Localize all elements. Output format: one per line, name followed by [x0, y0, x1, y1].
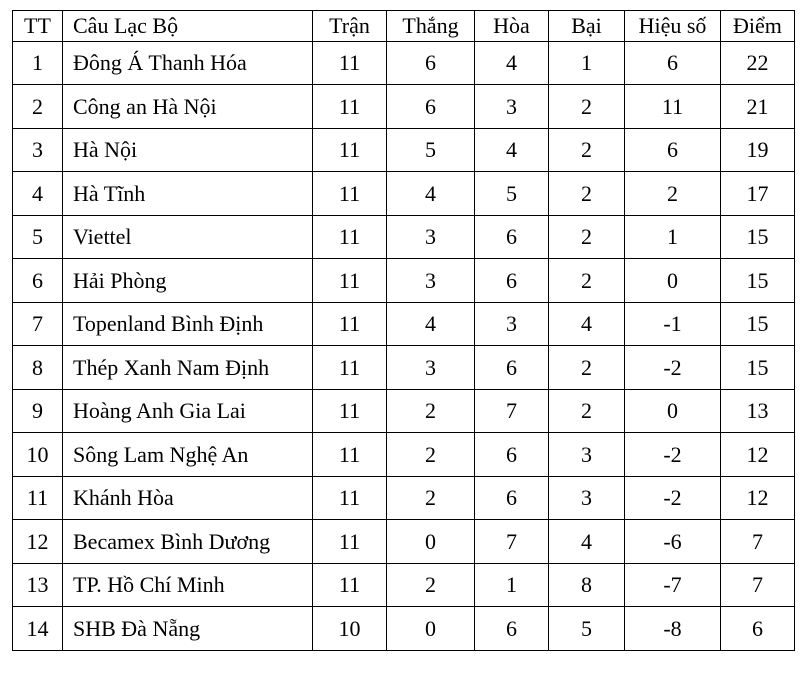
- points-cell: 21: [721, 85, 795, 129]
- draws-cell: 3: [475, 303, 549, 346]
- draws-cell: 6: [475, 607, 549, 651]
- losses-cell: 1: [549, 42, 625, 85]
- wins-cell: 3: [387, 216, 475, 259]
- goal-difference-cell: 0: [625, 390, 721, 433]
- rank-cell: 5: [13, 216, 63, 259]
- header-rank: TT: [13, 11, 63, 42]
- played-cell: 11: [313, 346, 387, 390]
- played-cell: 11: [313, 433, 387, 477]
- goal-difference-cell: -8: [625, 607, 721, 651]
- wins-cell: 6: [387, 85, 475, 129]
- table-body: [13, 42, 795, 651]
- losses-cell: 2: [549, 259, 625, 303]
- losses-cell: 2: [549, 390, 625, 433]
- points-cell: 15: [721, 259, 795, 303]
- goal-difference-cell: -1: [625, 303, 721, 346]
- rank-cell: 11: [13, 477, 63, 520]
- rank-cell: 9: [13, 390, 63, 433]
- losses-cell: 2: [549, 129, 625, 172]
- rank-cell: 13: [13, 564, 63, 607]
- points-cell: 15: [721, 216, 795, 259]
- club-cell: Hà Tĩnh: [63, 172, 313, 216]
- table-row: [13, 477, 795, 520]
- rank-cell: 12: [13, 520, 63, 564]
- club-cell: Topenland Bình Định: [63, 303, 313, 346]
- club-cell: Hoàng Anh Gia Lai: [63, 390, 313, 433]
- table-row: [13, 42, 795, 85]
- header-club: Câu Lạc Bộ: [63, 11, 313, 42]
- draws-cell: 6: [475, 477, 549, 520]
- table-row: [13, 129, 795, 172]
- goal-difference-cell: 1: [625, 216, 721, 259]
- header-wins: Thắng: [387, 11, 475, 42]
- goal-difference-cell: 2: [625, 172, 721, 216]
- goal-difference-cell: -6: [625, 520, 721, 564]
- draws-cell: 7: [475, 520, 549, 564]
- table-row: [13, 259, 795, 303]
- draws-cell: 1: [475, 564, 549, 607]
- played-cell: 11: [313, 564, 387, 607]
- table-row: [13, 433, 795, 477]
- header-row: [13, 11, 795, 42]
- points-cell: 12: [721, 433, 795, 477]
- goal-difference-cell: 11: [625, 85, 721, 129]
- played-cell: 10: [313, 607, 387, 651]
- rank-cell: 7: [13, 303, 63, 346]
- goal-difference-cell: 6: [625, 42, 721, 85]
- rank-cell: 4: [13, 172, 63, 216]
- rank-cell: 10: [13, 433, 63, 477]
- losses-cell: 4: [549, 520, 625, 564]
- table-row: [13, 303, 795, 346]
- draws-cell: 3: [475, 85, 549, 129]
- wins-cell: 2: [387, 390, 475, 433]
- points-cell: 7: [721, 564, 795, 607]
- club-cell: Viettel: [63, 216, 313, 259]
- goal-difference-cell: 0: [625, 259, 721, 303]
- played-cell: 11: [313, 520, 387, 564]
- points-cell: 7: [721, 520, 795, 564]
- wins-cell: 6: [387, 42, 475, 85]
- club-cell: Hà Nội: [63, 129, 313, 172]
- header-goal-difference: Hiệu số: [625, 11, 721, 42]
- losses-cell: 5: [549, 607, 625, 651]
- wins-cell: 5: [387, 129, 475, 172]
- played-cell: 11: [313, 477, 387, 520]
- draws-cell: 4: [475, 129, 549, 172]
- losses-cell: 2: [549, 85, 625, 129]
- club-cell: SHB Đà Nẵng: [63, 607, 313, 651]
- wins-cell: 3: [387, 346, 475, 390]
- draws-cell: 6: [475, 433, 549, 477]
- club-cell: Sông Lam Nghệ An: [63, 433, 313, 477]
- played-cell: 11: [313, 303, 387, 346]
- points-cell: 19: [721, 129, 795, 172]
- goal-difference-cell: -2: [625, 433, 721, 477]
- header-draws: Hòa: [475, 11, 549, 42]
- goal-difference-cell: -2: [625, 346, 721, 390]
- club-cell: Đông Á Thanh Hóa: [63, 42, 313, 85]
- table-row: [13, 346, 795, 390]
- played-cell: 11: [313, 42, 387, 85]
- rank-cell: 1: [13, 42, 63, 85]
- losses-cell: 2: [549, 346, 625, 390]
- club-cell: TP. Hồ Chí Minh: [63, 564, 313, 607]
- wins-cell: 3: [387, 259, 475, 303]
- standings-table: [12, 10, 795, 651]
- draws-cell: 6: [475, 259, 549, 303]
- rank-cell: 6: [13, 259, 63, 303]
- losses-cell: 8: [549, 564, 625, 607]
- header-played: Trận: [313, 11, 387, 42]
- played-cell: 11: [313, 390, 387, 433]
- header-points: Điểm: [721, 11, 795, 42]
- losses-cell: 3: [549, 433, 625, 477]
- goal-difference-cell: -7: [625, 564, 721, 607]
- table-row: [13, 564, 795, 607]
- club-cell: Công an Hà Nội: [63, 85, 313, 129]
- losses-cell: 2: [549, 216, 625, 259]
- points-cell: 6: [721, 607, 795, 651]
- wins-cell: 2: [387, 564, 475, 607]
- club-cell: Thép Xanh Nam Định: [63, 346, 313, 390]
- played-cell: 11: [313, 172, 387, 216]
- header-losses: Bại: [549, 11, 625, 42]
- points-cell: 22: [721, 42, 795, 85]
- club-cell: Becamex Bình Dương: [63, 520, 313, 564]
- rank-cell: 14: [13, 607, 63, 651]
- played-cell: 11: [313, 129, 387, 172]
- table-row: [13, 172, 795, 216]
- points-cell: 15: [721, 346, 795, 390]
- wins-cell: 2: [387, 477, 475, 520]
- goal-difference-cell: 6: [625, 129, 721, 172]
- wins-cell: 4: [387, 172, 475, 216]
- wins-cell: 4: [387, 303, 475, 346]
- draws-cell: 7: [475, 390, 549, 433]
- losses-cell: 3: [549, 477, 625, 520]
- points-cell: 15: [721, 303, 795, 346]
- played-cell: 11: [313, 259, 387, 303]
- table-row: [13, 85, 795, 129]
- goal-difference-cell: -2: [625, 477, 721, 520]
- rank-cell: 3: [13, 129, 63, 172]
- draws-cell: 6: [475, 346, 549, 390]
- losses-cell: 4: [549, 303, 625, 346]
- draws-cell: 4: [475, 42, 549, 85]
- played-cell: 11: [313, 85, 387, 129]
- table-row: [13, 607, 795, 651]
- rank-cell: 8: [13, 346, 63, 390]
- club-cell: Hải Phòng: [63, 259, 313, 303]
- losses-cell: 2: [549, 172, 625, 216]
- table-row: [13, 520, 795, 564]
- points-cell: 12: [721, 477, 795, 520]
- rank-cell: 2: [13, 85, 63, 129]
- played-cell: 11: [313, 216, 387, 259]
- points-cell: 17: [721, 172, 795, 216]
- club-cell: Khánh Hòa: [63, 477, 313, 520]
- wins-cell: 0: [387, 607, 475, 651]
- table-row: [13, 390, 795, 433]
- wins-cell: 2: [387, 433, 475, 477]
- points-cell: 13: [721, 390, 795, 433]
- draws-cell: 5: [475, 172, 549, 216]
- wins-cell: 0: [387, 520, 475, 564]
- table-row: [13, 216, 795, 259]
- draws-cell: 6: [475, 216, 549, 259]
